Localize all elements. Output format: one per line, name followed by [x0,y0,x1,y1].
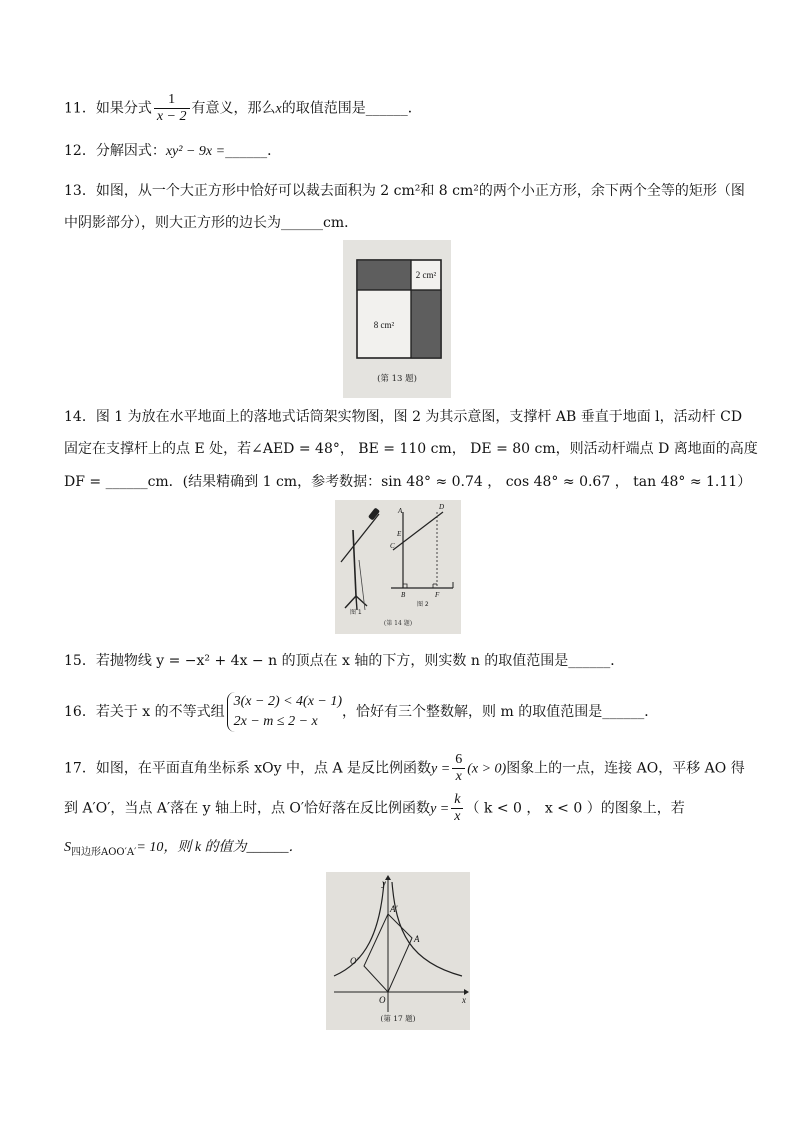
q17-func2-fraction [451,792,463,825]
question-17-line-1 [64,752,745,785]
question-12 [64,140,732,163]
q17-func2-den: x [454,809,461,824]
question-16 [64,690,732,734]
question-14-line-2: 固定在支撑杆上的点 E 处，若∠AED = 48°， BE = 110 cm， DE = 80 cm，则活动杆端点 D 离地面的高度 [64,441,758,457]
q17-func1-fraction [452,752,465,785]
fig14-label-img1: 图 1 [350,609,362,616]
q17-line2b: （ k < 0 ， x < 0 ）的图象上，若 [465,800,685,817]
q11-var: x [275,101,282,117]
fig14-point-a: A [398,507,403,515]
q17-line3: = 10，则 k 的值为______． [136,840,303,855]
q16-tail: ，恰好有三个整数解，则 m 的取值范围是______． [342,704,659,720]
q11-numerator: 1 [154,92,190,109]
fig13-big-square-label: 8 cm² [373,320,395,330]
q17-func1-y: y = [431,761,451,777]
figure-14 [335,500,461,634]
question-15: 15．若抛物线 y = −x² + 4x − n 的顶点在 x 轴的下方，则实数 n 的取值范围是______． [64,653,625,669]
fig17-caption: (第 17 题) [380,1014,416,1023]
question-11 [64,92,732,125]
question-14-line-1: 14．图 1 为放在水平地面上的落地式话筒架实物图，图 2 为其示意图，支撑杆 AB 垂直于地面 l，活动杆 CD [64,409,743,425]
figure-17 [326,872,470,1030]
q17-func1-num: 6 [452,752,465,769]
q17-area-subscript: 四边形AOO′A′ [71,847,137,858]
fig17-point-a-prime: A′ [390,904,398,914]
q16-lead: 16．若关于 x 的不等式组 [64,704,225,720]
q11-denominator: x − 2 [156,109,187,124]
question-17-line-3 [64,836,732,864]
fig17-point-o-prime: O′ [350,956,359,966]
q12-lead: 12．分解因式： [64,143,166,159]
fig14-caption: (第 14 题) [383,620,413,627]
q17-area-symbol: S [64,840,71,855]
fig17-point-o: O [379,995,386,1005]
fig17-y-label: y [382,878,386,888]
fig14-point-d: D [439,503,445,511]
question-14-line-3: DF = ______cm．(结果精确到 1 cm，参考数据：sin 48° ≈ 0.74 ， cos 48° ≈ 0.67 ， tan 48° ≈ 1.11） [64,474,752,490]
figure-13 [343,240,451,398]
q11-lead: 11．如果分式 [64,100,152,117]
q17-func1-condition: (x > 0) [467,761,507,777]
q17-mid: 图象上的一点，连接 AO，平移 AO 得 [506,760,745,777]
q16-row-2: 2x − m ≤ 2 − x [233,714,318,729]
q12-expression: xy² − 9x = [165,144,226,159]
q11-mid: 有意义，那么 [191,100,276,117]
q17-lead: 17．如图，在平面直角坐标系 xOy 中，点 A 是反比例函数 [64,760,432,777]
fig14-point-f: F [435,591,440,599]
q11-fraction [154,92,190,125]
q17-func2-y: y = [430,801,450,817]
fig13-small-square-label: 2 cm² [415,270,437,280]
question-13-line-2: 中阴影部分），则大正方形的边长为______cm． [64,215,359,231]
question-17-line-2 [64,792,732,825]
fig13-caption: (第 13 题) [377,374,417,384]
q12-tail: ______． [225,143,282,159]
q17-func2-num: k [451,792,463,809]
q17-func1-den: x [455,769,462,784]
fig17-point-a: A [414,934,420,944]
q17-line2a: 到 A′O′，当点 A′落在 y 轴上时，点 O′恰好落在反比例函数 [64,800,431,817]
fig14-point-e: E [397,530,402,538]
fig14-label-img2: 图 2 [417,601,429,608]
fig14-point-b: B [401,591,406,599]
q16-row-1: 3(x − 2) < 4(x − 1) [233,694,343,709]
q11-tail: 的取值范围是______． [281,100,422,117]
question-13-line-1: 13．如图，从一个大正方形中恰好可以裁去面积为 2 cm²和 8 cm²的两个小正方形，余下两个全等的矩形（图 [64,183,745,199]
fig17-x-label: x [462,995,466,1005]
fig14-point-c: C [390,542,395,550]
q16-inequality-system [227,692,342,732]
